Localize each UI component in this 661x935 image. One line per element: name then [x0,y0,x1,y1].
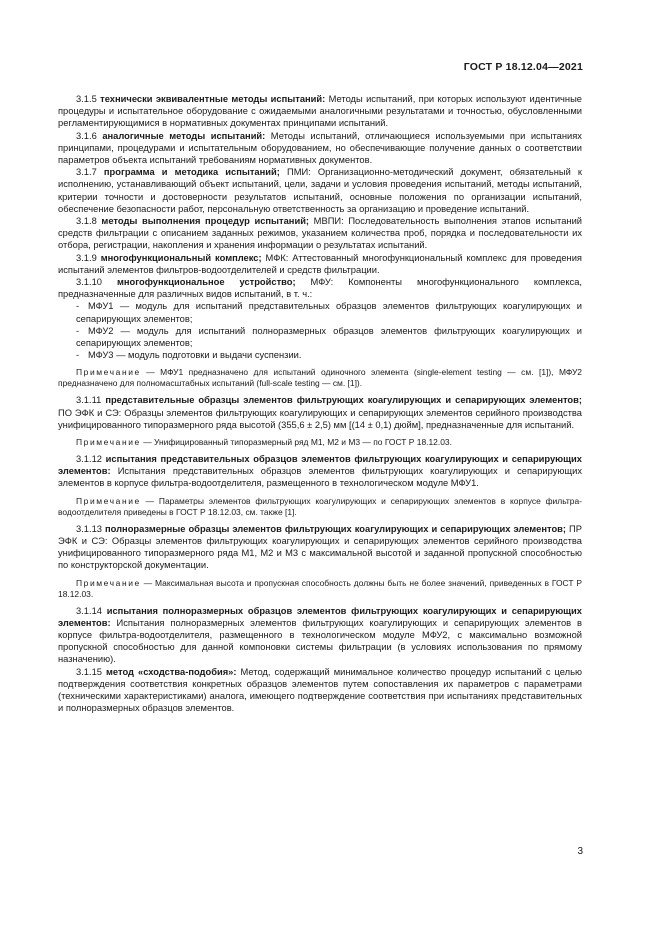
term-definition: МВПИ: Последовательность выполнения этапов испытаний средств фильтрации с описанием заданных режимов, указанием количества проб, порядка и последовательности их отбора, регистрации, накопления и хранения информации о результатах испытаний. [58,216,583,251]
term-title: полноразмерные образцы элементов фильтрующих коагулирующих и сепарирующих элементов; [105,523,567,534]
term-definition: Испытания представительных образцов элементов фильтрующих коагулирующих и сепарирующих элементов в корпусе фильтра-водоотделителя, размещенного в технологическом модуле МФУ1. [58,466,582,489]
clause-number: 3.1.7 [76,167,97,178]
note-text: — МФУ1 предназначено для испытаний одиночного элемента (single-element testing — см. [1]), МФУ2 предназначено для полномасштабных испытаний (full-scale testing — см. [1]). [58,367,582,389]
list-item-text: МФУ3 — модуль подготовки и выдачи суспензии. [88,350,302,361]
list-dash: - [76,301,80,312]
list-item [58,300,582,324]
note-text: — Параметры элементов фильтрующих коагулирующих и сепарирующих элементов в корпусе фильтра-водоотделителя приведены в ГОСТ Р 18.12.03, см. также [1]. [58,495,582,517]
list-dash: - [76,325,80,336]
clause-number: 3.1.15 [76,666,102,677]
note-label: Примечание [76,495,141,506]
term-3-1-11 [58,394,582,431]
term-definition: МФК: Аттестованный многофункциональный комплекс для проведения испытаний элементов фильтров-водоотделителей и средств фильтрации. [58,252,582,275]
clause-number: 3.1.6 [76,130,97,141]
term-3-1-8 [58,215,582,252]
term-title: методы выполнения процедур испытаний; [101,216,310,227]
clause-number: 3.1.12 [76,454,102,465]
term-title: аналогичные методы испытаний: [102,130,266,141]
term-definition: Методы испытаний, при которых используют идентичные процедуры и испытательное оборудование с ожидаемыми аналогичными результатами и точностью, обусловленными регламентирующимися в нормативных документах принципами испытаний. [58,94,582,129]
note-text: — Максимальная высота и пропускная способность должны быть не более значений, приведенных в ГОСТ Р 18.12.03. [58,577,582,599]
term-3-1-15 [58,666,582,715]
document-body [58,93,582,714]
note-label: Примечание [76,577,141,588]
clause-number: 3.1.11 [76,395,102,406]
term-3-1-7 [58,166,582,215]
note-3-1-12 [58,496,582,518]
term-title: испытания полноразмерных образцов элементов фильтрующих коагулирующих и сепарирующих элементов: [58,605,582,628]
term-title: многофункциональный комплекс; [100,252,262,263]
note-3-1-13 [58,578,582,600]
term-definition: ПР ЭФК и СЭ: Образцы элементов фильтрующих коагулирующих и сепарирующих элементов серийного производства унифицированного типоразмерного ряда М1, М2 и М3 с максимальной высотой и заданной пропускной способностью по конструкторской документации. [58,523,582,571]
term-3-1-14 [58,605,582,666]
term-3-1-12 [58,453,582,490]
note-label: Примечание [76,367,141,378]
clause-number: 3.1.13 [76,523,102,534]
term-3-1-6 [58,130,582,167]
term-definition: МФУ: Компоненты многофункционального комплекса, предназначенные для различных видов испытаний, в т. ч.: [58,277,582,300]
list-item-text: МФУ2 — модуль для испытаний полноразмерных образцов элементов фильтрующих коагулирующих и сепарирующих элементов; [76,325,582,349]
term-definition: Испытания полноразмерных элементов фильтрующих коагулирующих и сепарирующих элементов в корпусе фильтра-водоотделителя, размещенного в технологическом модуле МФУ2, с максимально возможной пропускной способностью для данной компоновки системы фильтрации (в условиях использования по прямому назначению). [58,617,582,665]
list-item [58,325,582,349]
term-definition: Метод, содержащий минимальное количество процедур испытаний с целью подтверждения соответствия конкретных образцов элементов путем сопоставления их параметров с параметрами (техническими характеристиками) аналога, имеющего подтверждение соответствия при испытаниях представительных и полноразмерных образцов элементов. [58,666,582,714]
term-3-1-10 [58,276,582,300]
term-title: метод «сходства-подобия»: [106,666,237,677]
clause-number: 3.1.14 [76,605,102,616]
note-text: — Унифицированный типоразмерный ряд М1, М2 и М3 — по ГОСТ Р 18.12.03. [140,437,452,448]
clause-number: 3.1.8 [76,216,97,227]
term-title: испытания представительных образцов элементов фильтрующих коагулирующих и сепарирующих элементов: [58,454,582,477]
term-definition: Методы испытаний, отличающиеся используемыми при испытаниях принципами, процедурами и испытательным оборудованием, но обеспечивающие получение данных о соответствии параметров объекта испытаний требованиям нормативных документов. [58,130,582,166]
clause-number: 3.1.5 [76,94,97,104]
term-title: многофункциональное устройство; [116,277,296,288]
note-label: Примечание [76,437,141,448]
term-3-1-5 [58,93,582,130]
note-3-1-11 [58,437,582,448]
list-dash: - [76,350,80,361]
clause-number: 3.1.9 [76,252,97,263]
term-definition: ПМИ: Организационно-методический документ, обязательный к исполнению, устанавливающий объект испытаний, цели, задачи и условия проведения испытаний, методы испытаний, критерии точности и достоверности результатов испытаний, основные положения по организации испытаний, обеспечение безопасности работ, персональную ответственность за организацию и проведение испытаний. [58,167,582,214]
term-definition: ПО ЭФК и СЭ: Образцы элементов фильтрующих коагулирующих и сепарирующих элементов серийного производства унифицированного типоразмерного ряда высотой (355,6 ± 2,5) мм [(14 ± 0,1) дюйм], предназначенные для испытаний. [58,407,582,430]
term-title: программа и методика испытаний; [103,167,280,178]
list-item [58,349,582,361]
standard-designation: ГОСТ Р 18.12.04—2021 [463,61,583,73]
list-item-text: МФУ1 — модуль для испытаний представительных образцов элементов фильтрующих коагулирующих и сепарирующих элементов; [76,301,582,324]
term-title: представительные образцы элементов фильтрующих коагулирующих и сепарирующих элементов; [105,395,582,406]
clause-number: 3.1.10 [76,277,102,288]
term-3-1-13 [58,523,582,572]
note-3-1-10 [58,367,582,389]
page-number: 3 [577,846,583,857]
term-title: технически эквивалентные методы испытаний: [100,94,326,104]
term-3-1-9 [58,252,582,276]
